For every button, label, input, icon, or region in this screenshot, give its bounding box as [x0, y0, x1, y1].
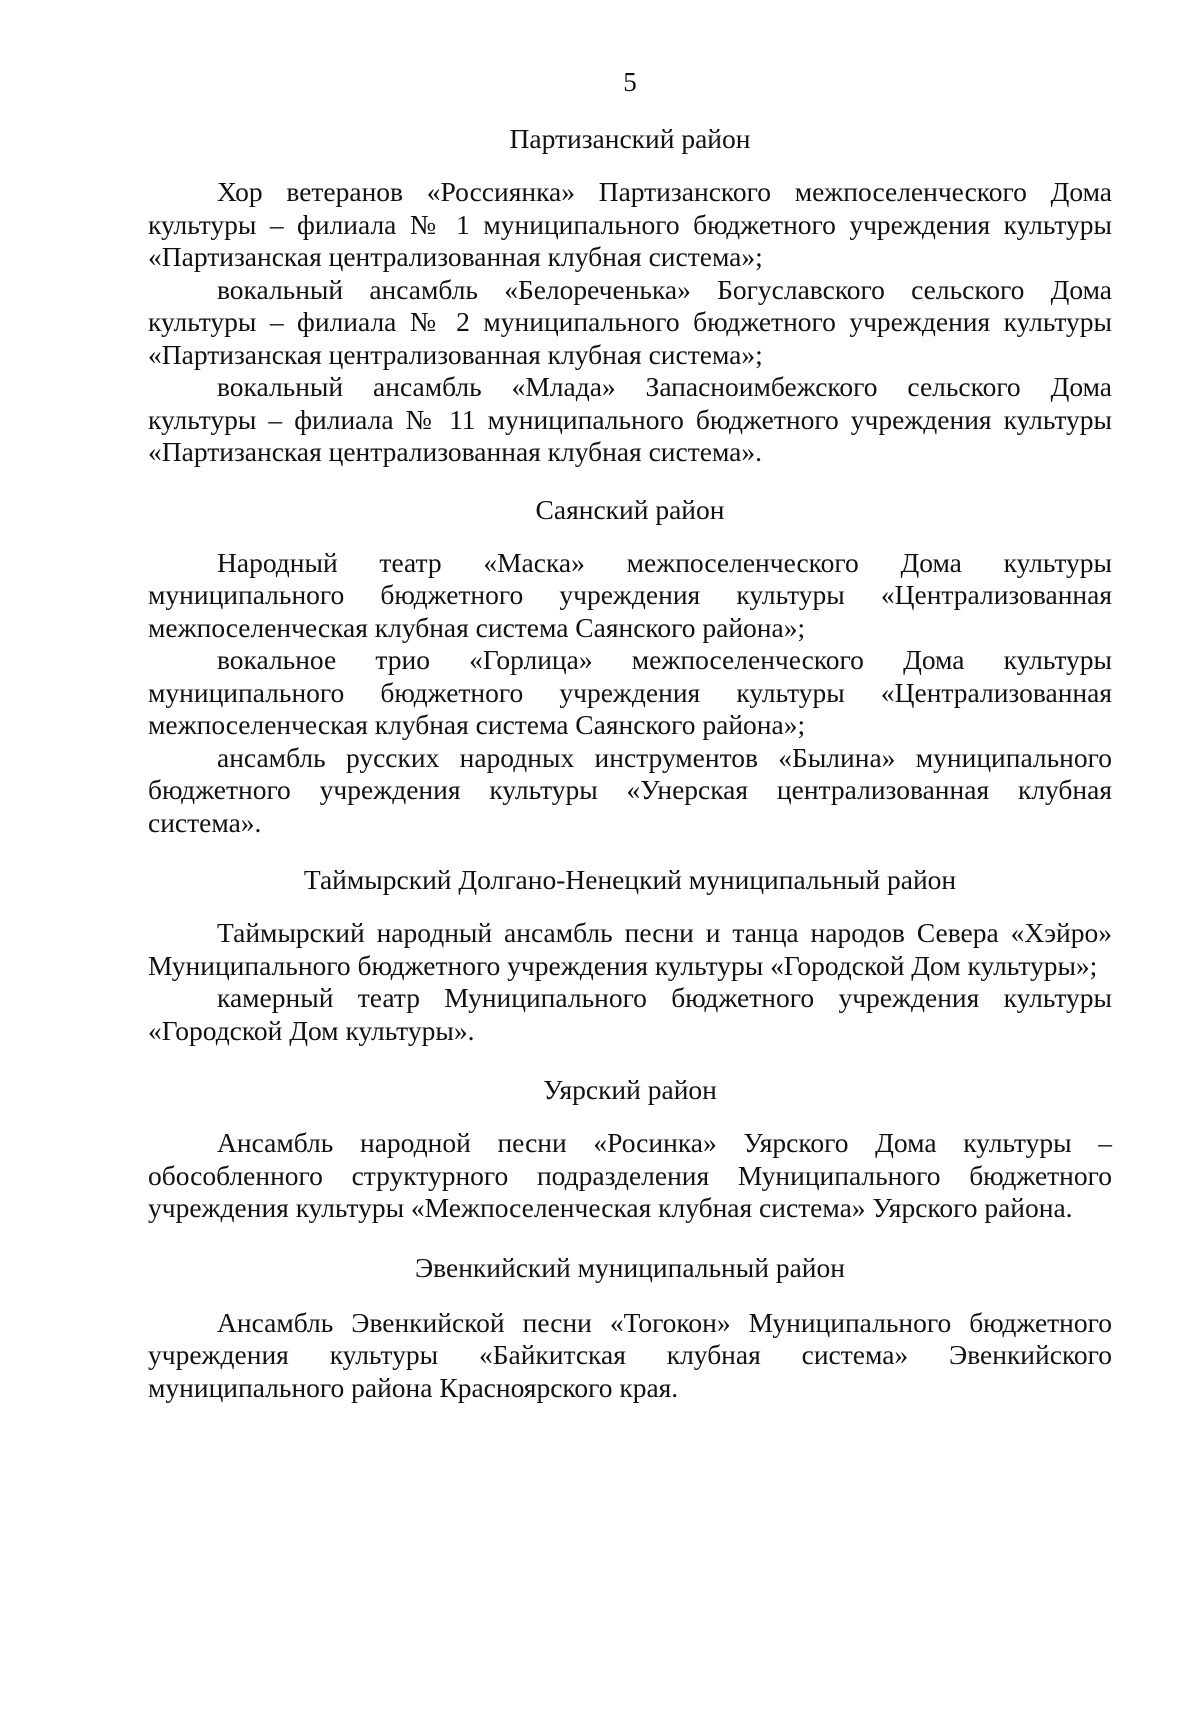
list-item: вокальный ансамбль «Белореченька» Богуславского сельского Дома культуры – филиала № 2 муниципального бюджетного учреждения культуры «Партизанская централизованная клубная система»;: [148, 273, 1112, 370]
section-heading: Таймырский Долгано-Ненецкий муниципальный район: [303, 864, 957, 895]
section-heading: Саянский район: [535, 493, 725, 525]
page-number: 5: [623, 67, 637, 97]
list-item: ансамбль русских народных инструментов «Былина» муниципального бюджетного учреждения культуры «Унерская централизованная клубная система».: [148, 741, 1112, 838]
section-evenkiysky-district: [148, 1251, 1112, 1405]
section-heading: Уярский район: [543, 1074, 717, 1105]
list-item: Хор ветеранов «Россиянка» Партизанского межпоселенческого Дома культуры – филиала № 1 муниципального бюджетного учреждения культуры «Партизанская централизованная клубная система»;: [148, 176, 1112, 272]
section-items: [148, 1307, 1112, 1405]
list-item: Таймырский народный ансамбль песни и танца народов Севера «Хэйро» Муниципального бюджетного учреждения культуры «Городской Дом культуры»;: [148, 917, 1112, 981]
section-heading: Партизанский район: [509, 123, 751, 154]
section-sayansky-district: [148, 493, 1112, 840]
section-items: [148, 547, 1112, 840]
section-items: [148, 176, 1112, 469]
list-item: вокальный ансамбль «Млада» Запасноимбежского сельского Дома культуры – филиала № 11 муниципального бюджетного учреждения культуры «Партизанская централизованная клубная система».: [148, 371, 1112, 467]
section-heading: Эвенкийский муниципальный район: [415, 1251, 845, 1283]
section-partizansky-district: [148, 122, 1112, 469]
list-item: камерный театр Муниципального бюджетного учреждения культуры «Городской Дом культуры».: [148, 982, 1112, 1046]
list-item: Народный театр «Маска» межпоселенческого Дома культуры муниципального бюджетного учреждения культуры «Централизованная межпоселенческая клубная система Саянского района»;: [148, 546, 1112, 643]
list-item: Ансамбль Эвенкийской песни «Тогокон» Муниципального бюджетного учреждения культуры «Байкитская клубная система» Эвенкийского муниципального района Красноярского края.: [148, 1306, 1112, 1403]
document-body: [148, 122, 1112, 1404]
section-uyarsky-district: [148, 1073, 1112, 1225]
list-item: вокальное трио «Горлица» межпоселенческого Дома культуры муниципального бюджетного учреждения культуры «Централизованная межпоселенческая клубная система Саянского района»;: [148, 644, 1112, 740]
list-item: Ансамбль народной песни «Росинка» Уярского Дома культуры – обособленного структурного подразделения Муниципального бюджетного учреждения культуры «Межпоселенческая клубная система» Уярского района.: [148, 1127, 1112, 1223]
section-taimyrsky-district: [148, 863, 1112, 1047]
section-items: [148, 917, 1112, 1047]
section-items: [148, 1127, 1112, 1225]
